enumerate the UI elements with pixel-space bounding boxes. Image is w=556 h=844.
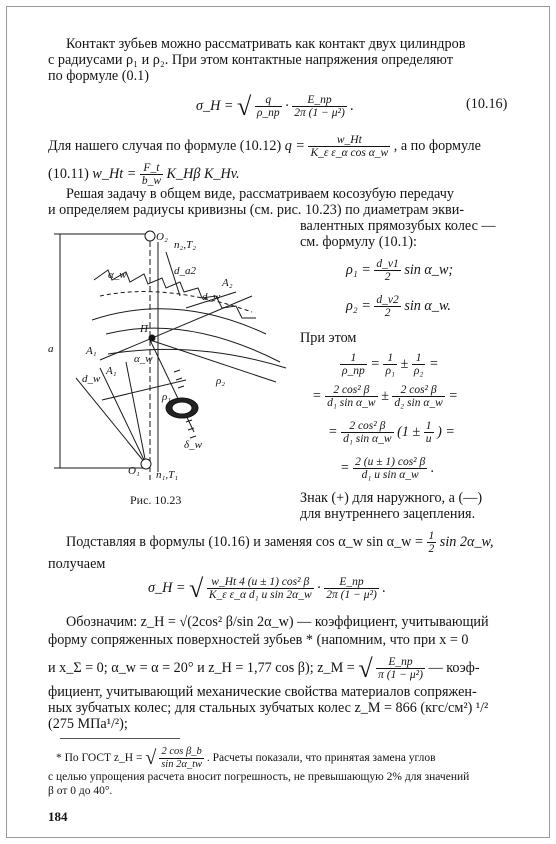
label-rho1: ρ₁	[162, 391, 172, 403]
text-line-7: Решая задачу в общем виде, рассматриваем косозубую передачу	[66, 186, 455, 202]
addendum-arc-upper	[92, 309, 266, 334]
footnote-separator	[60, 738, 180, 739]
dot: ·	[317, 579, 321, 596]
denominator: d₂ sin α_w	[394, 397, 443, 409]
numerator: 1	[340, 352, 367, 365]
sign-note-line-2: для внутреннего зацепления.	[300, 506, 476, 522]
label-o2: O₂	[156, 231, 168, 243]
pitch-point	[149, 335, 155, 341]
fraction	[376, 656, 425, 681]
text-line-8: и определяем радиусы кривизны (см. рис. 10.23) по диаметрам экви-	[48, 202, 465, 218]
label-dw: d_w	[202, 291, 221, 303]
numerator: E_пр	[292, 94, 347, 107]
numerator: 2 cos² β	[325, 384, 377, 397]
fraction	[341, 420, 393, 445]
denominator: 2π (1 − μ²)	[294, 107, 345, 119]
formula-q-line	[48, 134, 481, 159]
text: . Расчеты показали, что принятая замена углов	[206, 752, 436, 765]
text: (10.11)	[48, 165, 89, 182]
formula-rhs: sin 2α_w,	[439, 533, 494, 550]
fraction	[383, 352, 397, 377]
equals: =	[328, 423, 338, 440]
ray-rho1	[150, 340, 194, 432]
ray-a3	[126, 362, 146, 464]
denominator: ρ_пр	[342, 365, 365, 377]
fraction	[159, 746, 204, 771]
text-oboznachim: Обозначим: z_H = √(2cos² β/sin 2α_w) — коэффициент, учитывающий	[66, 614, 489, 630]
fraction	[140, 162, 163, 187]
fraction	[325, 384, 377, 409]
equation-number: (10.16)	[466, 96, 508, 112]
text-line-3: по формуле (0.1)	[48, 68, 149, 84]
text-pri-etom: При этом	[300, 330, 357, 346]
paren-close: ) =	[437, 423, 455, 440]
footnote-line-2: с целью упрощения расчета вносит погрешность, не превышающую 2% для значений	[48, 771, 470, 783]
equals: =	[428, 355, 439, 372]
label-da2: d_a2	[174, 265, 196, 277]
fraction	[324, 576, 379, 601]
text-mpa: (275 МПа¹/²);	[48, 716, 128, 732]
formula-w-line	[48, 162, 240, 187]
numerator: d_v1	[376, 258, 399, 270]
text-poluchaem: получаем	[48, 556, 106, 572]
text-line-10: см. формулу (10.1):	[300, 234, 417, 250]
pitch-arc	[106, 328, 280, 362]
denominator: 2	[384, 307, 391, 319]
denominator: K_ε ε_α d₁ u sin 2α_w	[208, 589, 312, 601]
formula-rhs: sin α_w.	[404, 297, 451, 314]
numerator: q	[255, 94, 282, 107]
substitution-line	[66, 530, 494, 555]
formula-lhs: q =	[284, 137, 305, 154]
fraction	[207, 576, 314, 601]
fraction	[374, 294, 400, 319]
text: * По ГОСТ z_H =	[56, 752, 143, 765]
period: .	[430, 459, 435, 476]
formula-zm-line	[48, 656, 480, 681]
fraction	[308, 134, 390, 159]
label-aw-mid: α_w	[134, 353, 153, 365]
text: — коэф-	[428, 659, 480, 676]
text-koeff: фициент, учитывающий механические свойства материалов сопряжен-	[48, 684, 477, 700]
center-o1	[141, 459, 151, 469]
figure-caption: Рис. 10.23	[130, 493, 182, 507]
denominator: d₁ u sin α_w	[361, 469, 419, 481]
denominator: ρ_пр	[256, 107, 280, 119]
formula-sigma-h	[148, 576, 386, 601]
denominator: ρ₂	[413, 365, 424, 377]
text: Подставляя в формулы (10.16) и заменяя cos α_w sin α_w =	[66, 533, 423, 550]
numerator: w_Ht	[308, 134, 390, 147]
fraction	[353, 456, 427, 481]
numerator: 1	[412, 352, 426, 365]
label-o1: O₁	[128, 465, 140, 477]
formula-lhs: ρ₂ =	[346, 297, 371, 314]
fraction	[392, 384, 444, 409]
center-o2	[145, 231, 155, 241]
label-dw1: d_w	[82, 373, 101, 385]
numerator: 2 cos² β	[341, 420, 393, 433]
contact-ellipse-inner	[172, 402, 192, 414]
dot: ·	[285, 97, 289, 114]
numerator: w_Ht 4 (u ± 1) cos² β	[207, 576, 314, 589]
fraction	[427, 530, 437, 555]
equals: =	[370, 355, 380, 372]
numerator: 1	[425, 420, 432, 432]
formula-lhs: σ_H =	[148, 579, 186, 596]
text: Для нашего случая по формуле (10.12)	[48, 137, 282, 154]
label-a1b: A₁	[106, 365, 117, 377]
fraction	[255, 94, 282, 119]
denominator: K_ε ε_α cos α_w	[310, 147, 389, 159]
formula-rho2	[346, 294, 451, 319]
formula-final-radius	[340, 456, 434, 481]
text-forma: форму сопряженных поверхностей зубьев * (напомним, что при x = 0	[48, 632, 469, 648]
fraction	[292, 94, 347, 119]
period: .	[382, 579, 386, 596]
text-zm: ных зубчатых колес; для стальных зубчатых колес z_M = 866 (кгс/см²) ¹/²	[48, 700, 489, 716]
label-n2t2: n₂,T₂	[174, 239, 197, 251]
label-a1: A₁	[86, 345, 97, 357]
period: .	[350, 97, 354, 114]
line-of-action	[100, 296, 252, 360]
numerator: 2 cos² β	[392, 384, 444, 397]
footnote-line-3: β от 0 до 40°.	[48, 785, 113, 797]
text: и x_Σ = 0; α_w = α = 20° и z_H = 1,77 cos β); z_M =	[48, 659, 355, 676]
sqrt-icon: √	[358, 654, 373, 683]
denominator: d₁ sin α_w	[343, 433, 392, 445]
text-line-1: Контакт зубьев можно рассматривать как контакт двух цилиндров	[66, 36, 466, 52]
label-a2: A₂	[222, 277, 233, 289]
denominator: u	[425, 433, 432, 445]
fraction	[340, 352, 367, 377]
denominator: sin 2α_tw	[161, 759, 202, 770]
denominator: ρ₁	[385, 365, 395, 377]
formula-lhs: w_Ht =	[92, 165, 137, 182]
formula-10-16	[196, 94, 354, 119]
label-bw: δ_w	[184, 439, 202, 451]
label-rho2: ρ₂	[216, 375, 226, 387]
ray-rho2	[150, 340, 276, 382]
paren: (1 ±	[397, 423, 421, 440]
formula-factored	[328, 420, 455, 445]
equals: =	[340, 459, 350, 476]
plus-minus: ±	[381, 387, 389, 404]
gear-contact-figure	[46, 222, 300, 490]
sqrt-icon: √	[145, 747, 157, 769]
numerator: 1	[383, 352, 397, 365]
plus-minus: ±	[400, 355, 409, 372]
fraction	[374, 258, 400, 283]
denominator: 2	[384, 271, 391, 283]
label-a: a	[48, 343, 54, 355]
numerator: 2 cos β_b	[159, 746, 204, 759]
sqrt-icon: √	[237, 92, 252, 121]
footnote-line-1	[56, 746, 436, 771]
numerator: F_t	[140, 162, 163, 175]
formula-reduced-radius	[340, 352, 439, 377]
equals: =	[448, 387, 458, 404]
sqrt-icon: √	[189, 574, 204, 603]
formula-lhs: ρ₁ =	[346, 261, 371, 278]
text: , а по формуле	[393, 137, 481, 154]
denominator: 2π (1 − μ²)	[326, 589, 377, 601]
denominator: 2	[428, 543, 435, 555]
fraction	[424, 420, 434, 445]
formula-lhs: σ_H =	[196, 97, 234, 114]
label-aw-top: α_w	[108, 269, 127, 281]
denominator: d₁ sin α_w	[327, 397, 376, 409]
numerator: d_v2	[376, 294, 399, 306]
formula-rho1	[346, 258, 453, 283]
numerator: 2 (u ± 1) cos² β	[355, 456, 426, 468]
text-line-2: с радиусами ρ₁ и ρ₂. При этом контактные напряжения определяют	[48, 52, 453, 68]
text-line-9: валентных прямозубых колес —	[300, 218, 496, 234]
label-n1t1: n₁,T₁	[156, 469, 179, 481]
formula-rhs: sin α_w;	[404, 261, 454, 278]
fraction	[412, 352, 426, 377]
formula-sum	[312, 384, 458, 409]
page-number: 184	[48, 809, 68, 824]
numerator: E_пр	[324, 576, 379, 589]
equals: =	[312, 387, 322, 404]
numerator: 1	[428, 530, 435, 542]
numerator: E_пр	[376, 656, 425, 669]
label-p: П	[140, 323, 148, 335]
formula-rhs: K_Hβ K_Hv.	[166, 165, 240, 182]
sign-note-line-1: Знак (+) для наружного, а (—)	[300, 490, 483, 506]
denominator: b_w	[141, 175, 161, 187]
denominator: π (1 − μ²)	[378, 669, 423, 681]
